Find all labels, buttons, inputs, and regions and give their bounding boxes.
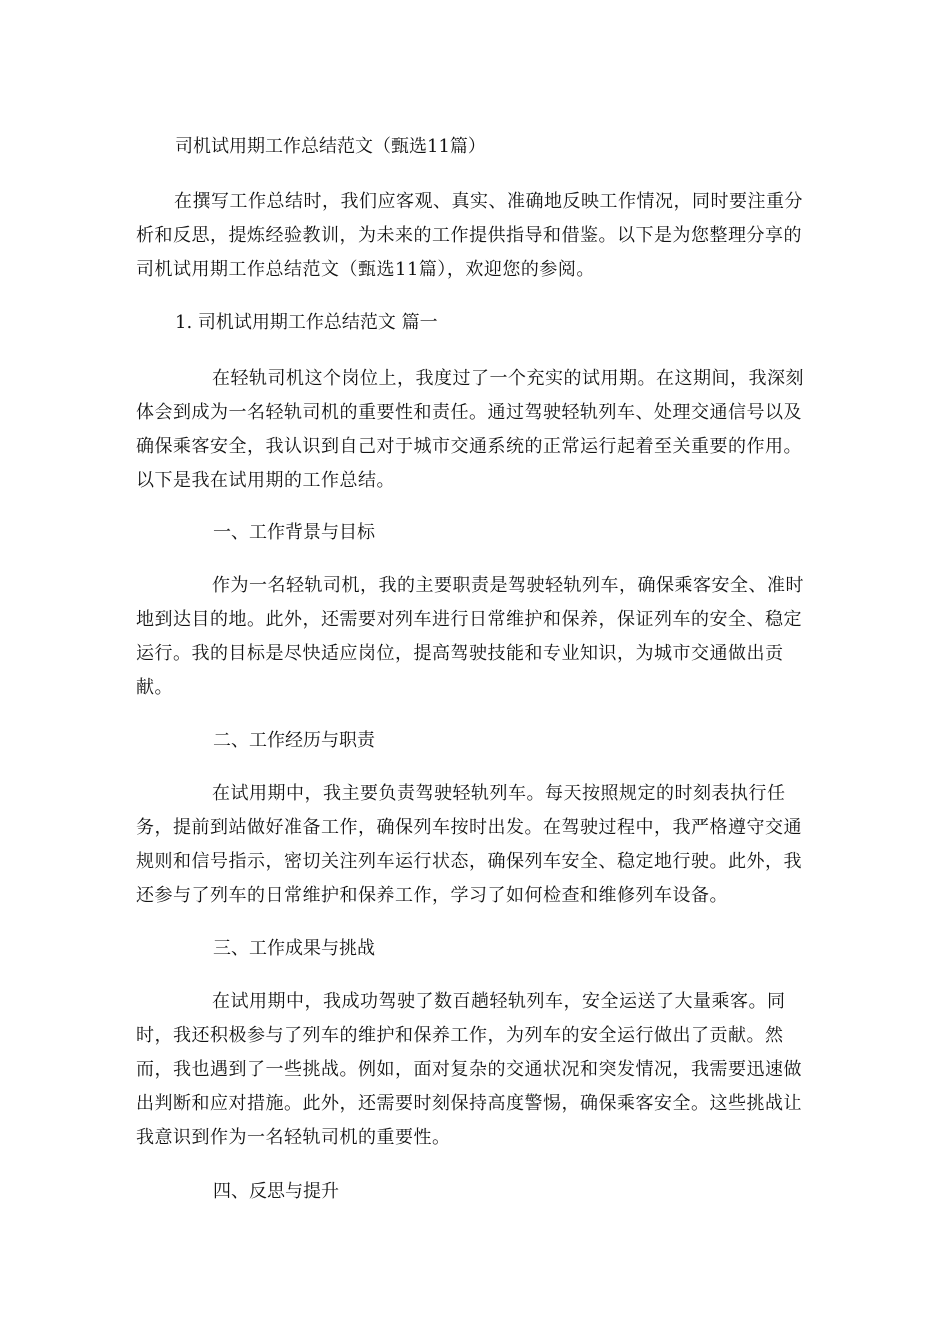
section-2-paragraph: 在试用期中，我主要负责驾驶轻轨列车。每天按照规定的时刻表执行任务，提前到站做好准备工作，确保列车按时出发。在驾驶过程中，我严格遵守交通规则和信号指示，密切关注列车运行状态，确保列车安全、稳定地行驶。此外，我还参与了列车的日常维护和保养工作，学习了如何检查和维修列车设备。: [136, 783, 802, 906]
section-3-paragraph: 在试用期中，我成功驾驶了数百趟轻轨列车，安全运送了大量乘客。同时，我还积极参与了列车的维护和保养工作，为列车的安全运行做出了贡献。然而，我也遇到了一些挑战。例如，面对复杂的交通状况和突发情况，我需要迅速做出判断和应对措施。此外，还需要时刻保持高度警惕，确保乘客安全。这些挑战让我意识到作为一名轻轨司机的重要性。: [136, 991, 802, 1148]
section-4-heading: 四、反思与提升: [213, 1181, 339, 1202]
document-title: 司机试用期工作总结范文（甄选11篇）: [175, 136, 486, 157]
section-3-heading: 三、工作成果与挑战: [213, 938, 375, 959]
section-2-heading: 二、工作经历与职责: [213, 730, 375, 751]
section-1-paragraph: 作为一名轻轨司机，我的主要职责是驾驶轻轨列车，确保乘客安全、准时地到达目的地。此外，还需要对列车进行日常维护和保养，保证列车的安全、稳定运行。我的目标是尽快适应岗位，提高驾驶技能和专业知识，为城市交通做出贡献。: [136, 575, 804, 698]
intro-paragraph: 在撰写工作总结时，我们应客观、真实、准确地反映工作情况，同时要注重分析和反思，提炼经验教训，为未来的工作提供指导和借鉴。以下是为您整理分享的司机试用期工作总结范文（甄选11篇），欢迎您的参阅。: [136, 191, 803, 280]
article-heading: 1. 司机试用期工作总结范文 篇一: [175, 312, 438, 333]
article-paragraph-1: 在轻轨司机这个岗位上，我度过了一个充实的试用期。在这期间，我深刻体会到成为一名轻轨司机的重要性和责任。通过驾驶轻轨列车、处理交通信号以及确保乘客安全，我认识到自己对于城市交通系统的正常运行起着至关重要的作用。以下是我在试用期的工作总结。: [136, 368, 804, 491]
section-1-heading: 一、工作背景与目标: [213, 522, 375, 543]
